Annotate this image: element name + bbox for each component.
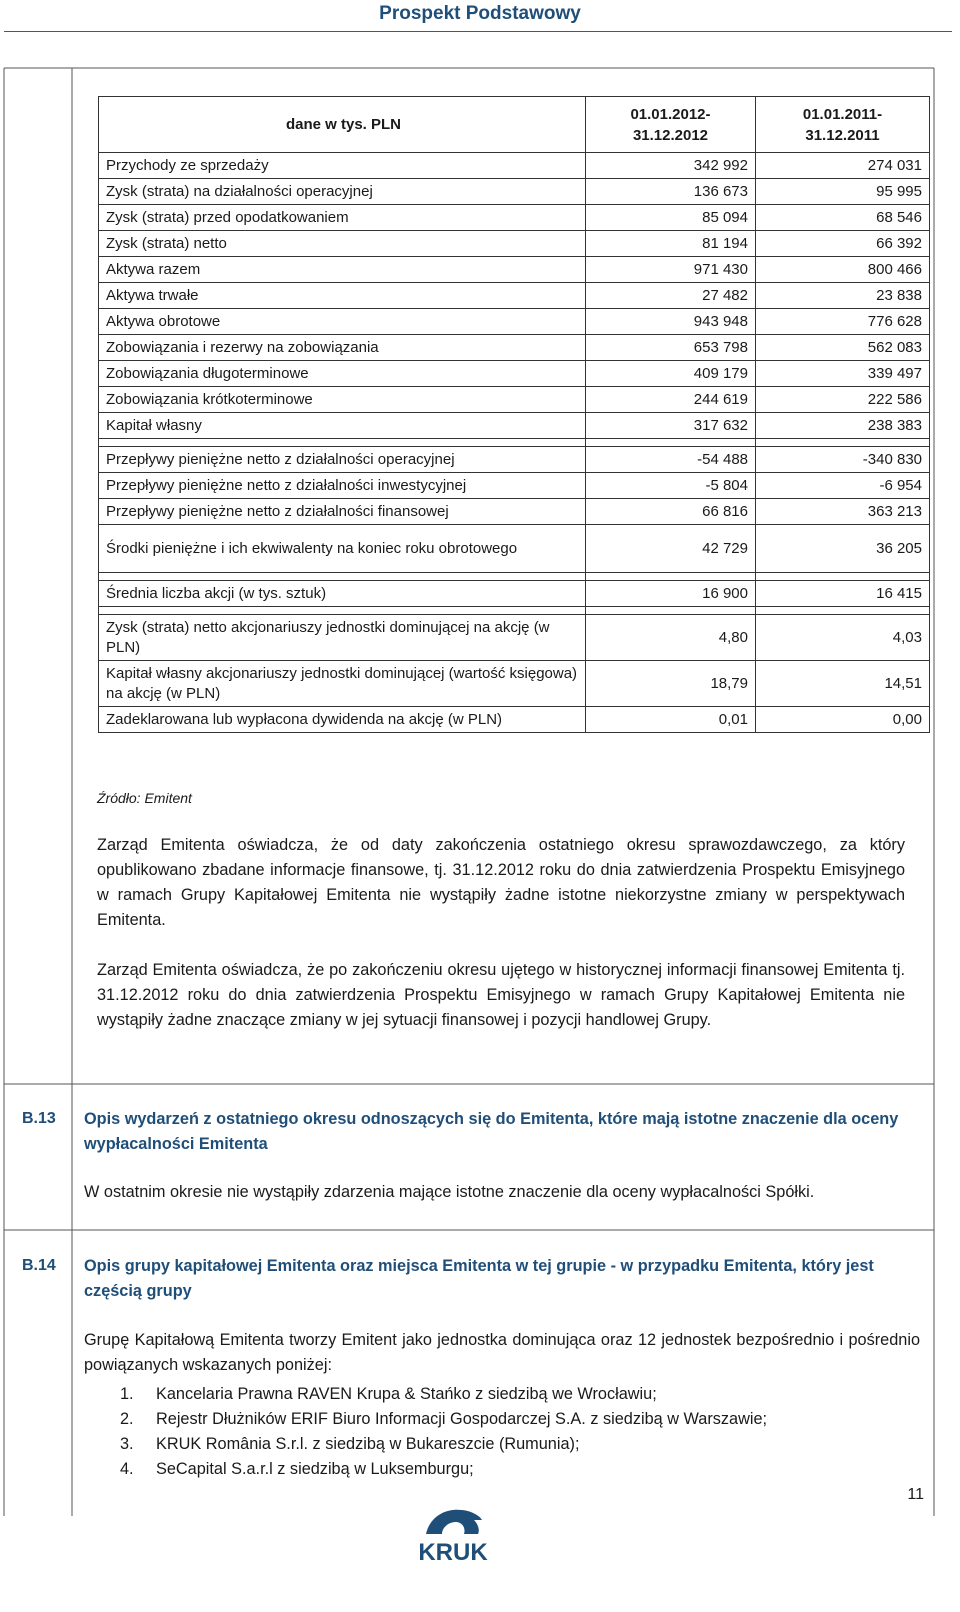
- list-item-number: 4.: [120, 1460, 134, 1478]
- row-label: Zobowiązania krótkoterminowe: [99, 387, 586, 413]
- table-row: [99, 413, 930, 439]
- row-label: Przychody ze sprzedaży: [99, 153, 586, 179]
- value-2011: -6 954: [756, 473, 930, 499]
- table-row: [99, 473, 930, 499]
- row-label: Przepływy pieniężne netto z działalności operacyjnej: [99, 447, 586, 473]
- value-2011: 800 466: [756, 257, 930, 283]
- list-item-number: 3.: [120, 1435, 134, 1453]
- spacer-cell: [756, 573, 930, 581]
- paragraph-no-significant-changes: Zarząd Emitenta oświadcza, że po zakończeniu okresu ujętego w historycznej informacji finansowej Emitenta tj. 31.12.2012 roku do dnia zatwierdzenia Prospektu Emisyjnego w ramach Grupy Kapitałowej Emitenta nie wystąpiły żadne znaczące zmiany w jej sytuacji finansowej i pozycji handlowej Grupy.: [97, 961, 905, 1029]
- table-row: [99, 615, 930, 661]
- value-2012: 653 798: [586, 335, 756, 361]
- value-2011: 238 383: [756, 413, 930, 439]
- table-row: [99, 309, 930, 335]
- value-2011: 776 628: [756, 309, 930, 335]
- list-item-text: Kancelaria Prawna RAVEN Krupa & Stańko z siedzibą we Wrocławiu;: [156, 1385, 657, 1403]
- table-row: [99, 387, 930, 413]
- row-label: Zysk (strata) netto: [99, 231, 586, 257]
- spacer-cell: [586, 439, 756, 447]
- row-label: Zysk (strata) przed opodatkowaniem: [99, 205, 586, 231]
- table-row: [99, 361, 930, 387]
- value-2012: -54 488: [586, 447, 756, 473]
- list-item-text: KRUK România S.r.l. z siedzibą w Bukareszcie (Rumunia);: [156, 1435, 580, 1453]
- financial-data-table: [98, 96, 930, 733]
- kruk-logo-text: KRUK: [418, 1539, 488, 1564]
- value-2011: 0,00: [756, 707, 930, 733]
- value-2012: 27 482: [586, 283, 756, 309]
- list-item: [120, 1382, 767, 1407]
- row-label: Zysk (strata) netto akcjonariuszy jednostki dominującej na akcję (w PLN): [99, 615, 586, 661]
- value-2011: 562 083: [756, 335, 930, 361]
- row-label: Środki pieniężne i ich ekwiwalenty na koniec roku obrotowego: [99, 525, 586, 573]
- spacer-cell: [586, 573, 756, 581]
- table-row: [99, 179, 930, 205]
- value-2012: -5 804: [586, 473, 756, 499]
- table-row: [99, 707, 930, 733]
- value-2011: -340 830: [756, 447, 930, 473]
- spacer-cell: [756, 439, 930, 447]
- table-row: [99, 205, 930, 231]
- kruk-logo: [412, 1504, 494, 1564]
- row-label: Aktywa obrotowe: [99, 309, 586, 335]
- value-2011: 16 415: [756, 581, 930, 607]
- paragraph-no-adverse-changes: Zarząd Emitenta oświadcza, że od daty zakończenia ostatniego okresu sprawozdawczego, za który opublikowano zbadane informacje finansowe, tj. 31.12.2012 roku do dnia zatwierdzenia Prospektu Emisyjnego w ramach Grupy Kapitałowej Emitenta nie wystąpiły żadne istotne niekorzystne zmiany w perspektywach Emitenta.: [97, 836, 905, 929]
- column-header-2011: [756, 97, 930, 153]
- row-label: Zobowiązania i rezerwy na zobowiązania: [99, 335, 586, 361]
- list-item-number: 2.: [120, 1410, 134, 1428]
- column-header-2012-text: 01.01.2012- 31.12.2012: [630, 105, 711, 144]
- table-row: [99, 335, 930, 361]
- value-2011: 14,51: [756, 661, 930, 707]
- group-entities-list: [120, 1382, 767, 1482]
- value-2011: 222 586: [756, 387, 930, 413]
- value-2011: 363 213: [756, 499, 930, 525]
- table-spacer-row: [99, 573, 930, 581]
- row-label: Zobowiązania długoterminowe: [99, 361, 586, 387]
- section-text-b14: Grupę Kapitałową Emitenta tworzy Emitent jako jednostka dominująca oraz 12 jednostek bezpośrednio i pośrednio powiązanych wskazanych poniżej:: [84, 1331, 920, 1374]
- row-label: Aktywa trwałe: [99, 283, 586, 309]
- table-header-row: [99, 97, 930, 153]
- source-note: Źródło: Emitent: [97, 790, 192, 806]
- value-2012: 0,01: [586, 707, 756, 733]
- section-text-b13: W ostatnim okresie nie wystąpiły zdarzenia mające istotne znaczenie dla oceny wypłacalności Spółki.: [84, 1183, 815, 1201]
- value-2012: 42 729: [586, 525, 756, 573]
- table-row: [99, 499, 930, 525]
- spacer-cell: [586, 607, 756, 615]
- list-item: [120, 1432, 767, 1457]
- row-label: Kapitał własny: [99, 413, 586, 439]
- value-2012: 16 900: [586, 581, 756, 607]
- value-2012: 66 816: [586, 499, 756, 525]
- table-spacer-row: [99, 607, 930, 615]
- row-label: Zadeklarowana lub wypłacona dywidenda na akcję (w PLN): [99, 707, 586, 733]
- value-2011: 68 546: [756, 205, 930, 231]
- value-2011: 36 205: [756, 525, 930, 573]
- table-row: [99, 661, 930, 707]
- row-label: Kapitał własny akcjonariuszy jednostki dominującej (wartość księgowa) na akcję (w PLN): [99, 661, 586, 707]
- value-2011: 4,03: [756, 615, 930, 661]
- row-label: Aktywa razem: [99, 257, 586, 283]
- row-label: Średnia liczba akcji (w tys. sztuk): [99, 581, 586, 607]
- list-item-text: SeCapital S.a.r.l z siedzibą w Luksemburgu;: [156, 1460, 474, 1478]
- value-2011: 23 838: [756, 283, 930, 309]
- table-row: [99, 525, 930, 573]
- value-2011: 66 392: [756, 231, 930, 257]
- list-item-number: 1.: [120, 1385, 134, 1403]
- section-heading-b14: Opis grupy kapitałowej Emitenta oraz miejsca Emitenta w tej grupie - w przypadku Emitenta, który jest częścią grupy: [84, 1257, 874, 1300]
- row-label: Przepływy pieniężne netto z działalności finansowej: [99, 499, 586, 525]
- row-label: Zysk (strata) na działalności operacyjnej: [99, 179, 586, 205]
- unit-label: dane w tys. PLN: [99, 97, 586, 153]
- value-2012: 85 094: [586, 205, 756, 231]
- value-2012: 244 619: [586, 387, 756, 413]
- value-2011: 274 031: [756, 153, 930, 179]
- table-row: [99, 257, 930, 283]
- value-2011: 339 497: [756, 361, 930, 387]
- spacer-cell: [99, 607, 586, 615]
- list-item: [120, 1407, 767, 1432]
- column-header-2011-text: 01.01.2011- 31.12.2011: [802, 105, 883, 144]
- page-header-title: Prospekt Podstawowy: [379, 3, 581, 24]
- section-heading-b13: Opis wydarzeń z ostatniego okresu odnoszących się do Emitenta, które mają istotne znaczenie dla oceny wypłacalności Emitenta: [84, 1110, 899, 1153]
- section-code-b14: B.14: [22, 1257, 56, 1274]
- list-item-text: Rejestr Dłużników ERIF Biuro Informacji Gospodarczej S.A. z siedzibą w Warszawie;: [156, 1410, 768, 1428]
- column-header-2012: [586, 97, 756, 153]
- value-2012: 409 179: [586, 361, 756, 387]
- value-2012: 971 430: [586, 257, 756, 283]
- table-spacer-row: [99, 439, 930, 447]
- table-row: [99, 153, 930, 179]
- page-number: 11: [907, 1486, 924, 1503]
- value-2012: 18,79: [586, 661, 756, 707]
- value-2011: 95 995: [756, 179, 930, 205]
- value-2012: 943 948: [586, 309, 756, 335]
- list-item: [120, 1457, 767, 1482]
- spacer-cell: [99, 439, 586, 447]
- value-2012: 342 992: [586, 153, 756, 179]
- table-row: [99, 447, 930, 473]
- value-2012: 136 673: [586, 179, 756, 205]
- kruk-bird-icon: [426, 1510, 482, 1534]
- row-label: Przepływy pieniężne netto z działalności inwestycyjnej: [99, 473, 586, 499]
- table-row: [99, 283, 930, 309]
- spacer-cell: [756, 607, 930, 615]
- value-2012: 317 632: [586, 413, 756, 439]
- section-code-b13: B.13: [22, 1110, 56, 1127]
- value-2012: 4,80: [586, 615, 756, 661]
- table-row: [99, 581, 930, 607]
- table-row: [99, 231, 930, 257]
- spacer-cell: [99, 573, 586, 581]
- value-2012: 81 194: [586, 231, 756, 257]
